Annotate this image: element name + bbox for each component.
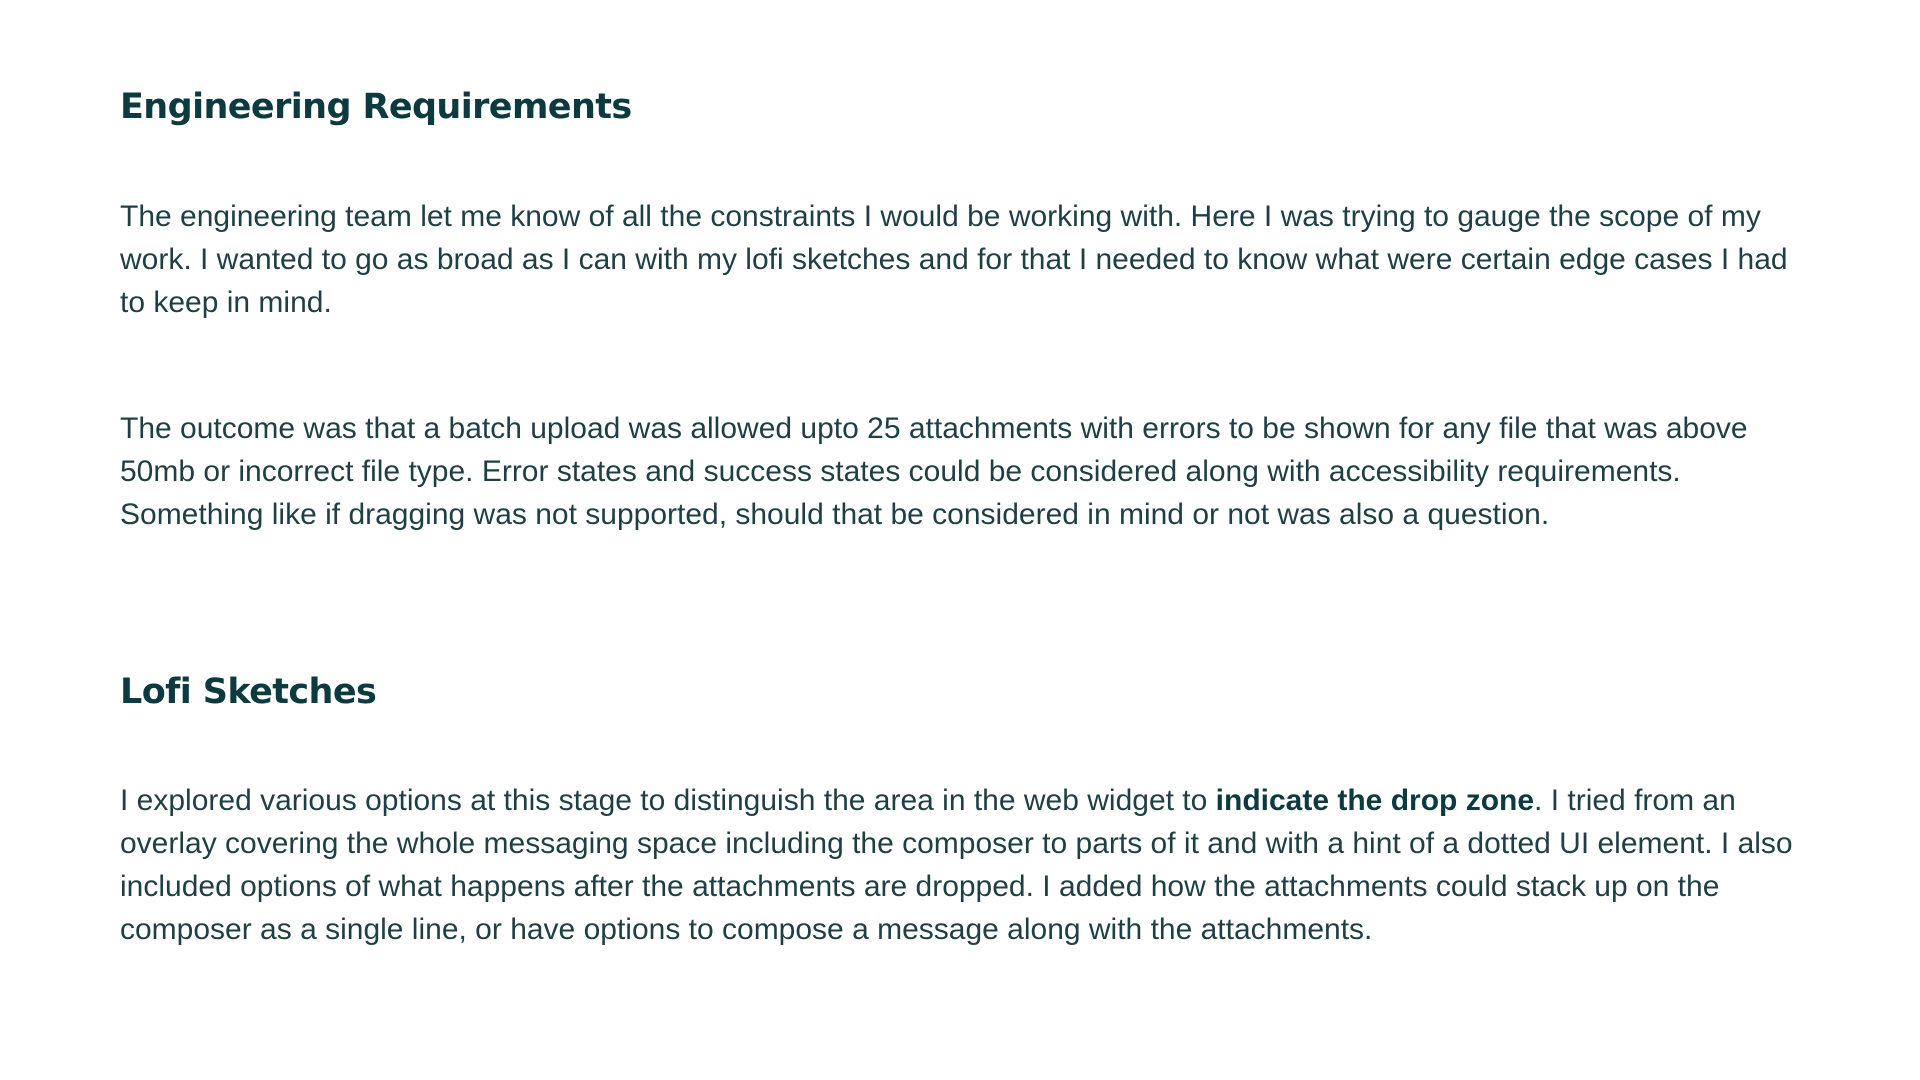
engineering-paragraph-1: The engineering team let me know of all the constraints I would be working with. Here I was trying to gauge the scope of my work. I wanted to go as broad as I can with my lofi sketches and for that I needed to know what were certain edge cases I had to keep in mind.	[120, 200, 1788, 319]
lofi-text-before: I explored various options at this stage to distinguish the area in the web widget to	[120, 784, 1216, 817]
drop-zone-emphasis: indicate the drop zone	[1215, 784, 1535, 817]
engineering-paragraph-2: The outcome was that a batch upload was allowed upto 25 attachments with errors to be shown for any file that was above 50mb or incorrect file type. Error states and success states could be considered along with accessibility requirements. Something like if dragging was not supported, should that be considered in mind or not was also a question.	[120, 412, 1748, 531]
lofi-sketches-heading: Lofi Sketches	[120, 672, 377, 712]
lofi-sketches-paragraph	[120, 779, 1800, 951]
engineering-requirements-heading: Engineering Requirements	[120, 87, 632, 127]
lofi-text-after: . I tried from an overlay covering the whole messaging space including the composer to parts of it and with a hint of a dotted UI element. I also included options of what happens after the attachments are dropped. I added how the attachments could stack up on the composer as a single line, or have options to compose a message along with the attachments.	[120, 784, 1793, 946]
